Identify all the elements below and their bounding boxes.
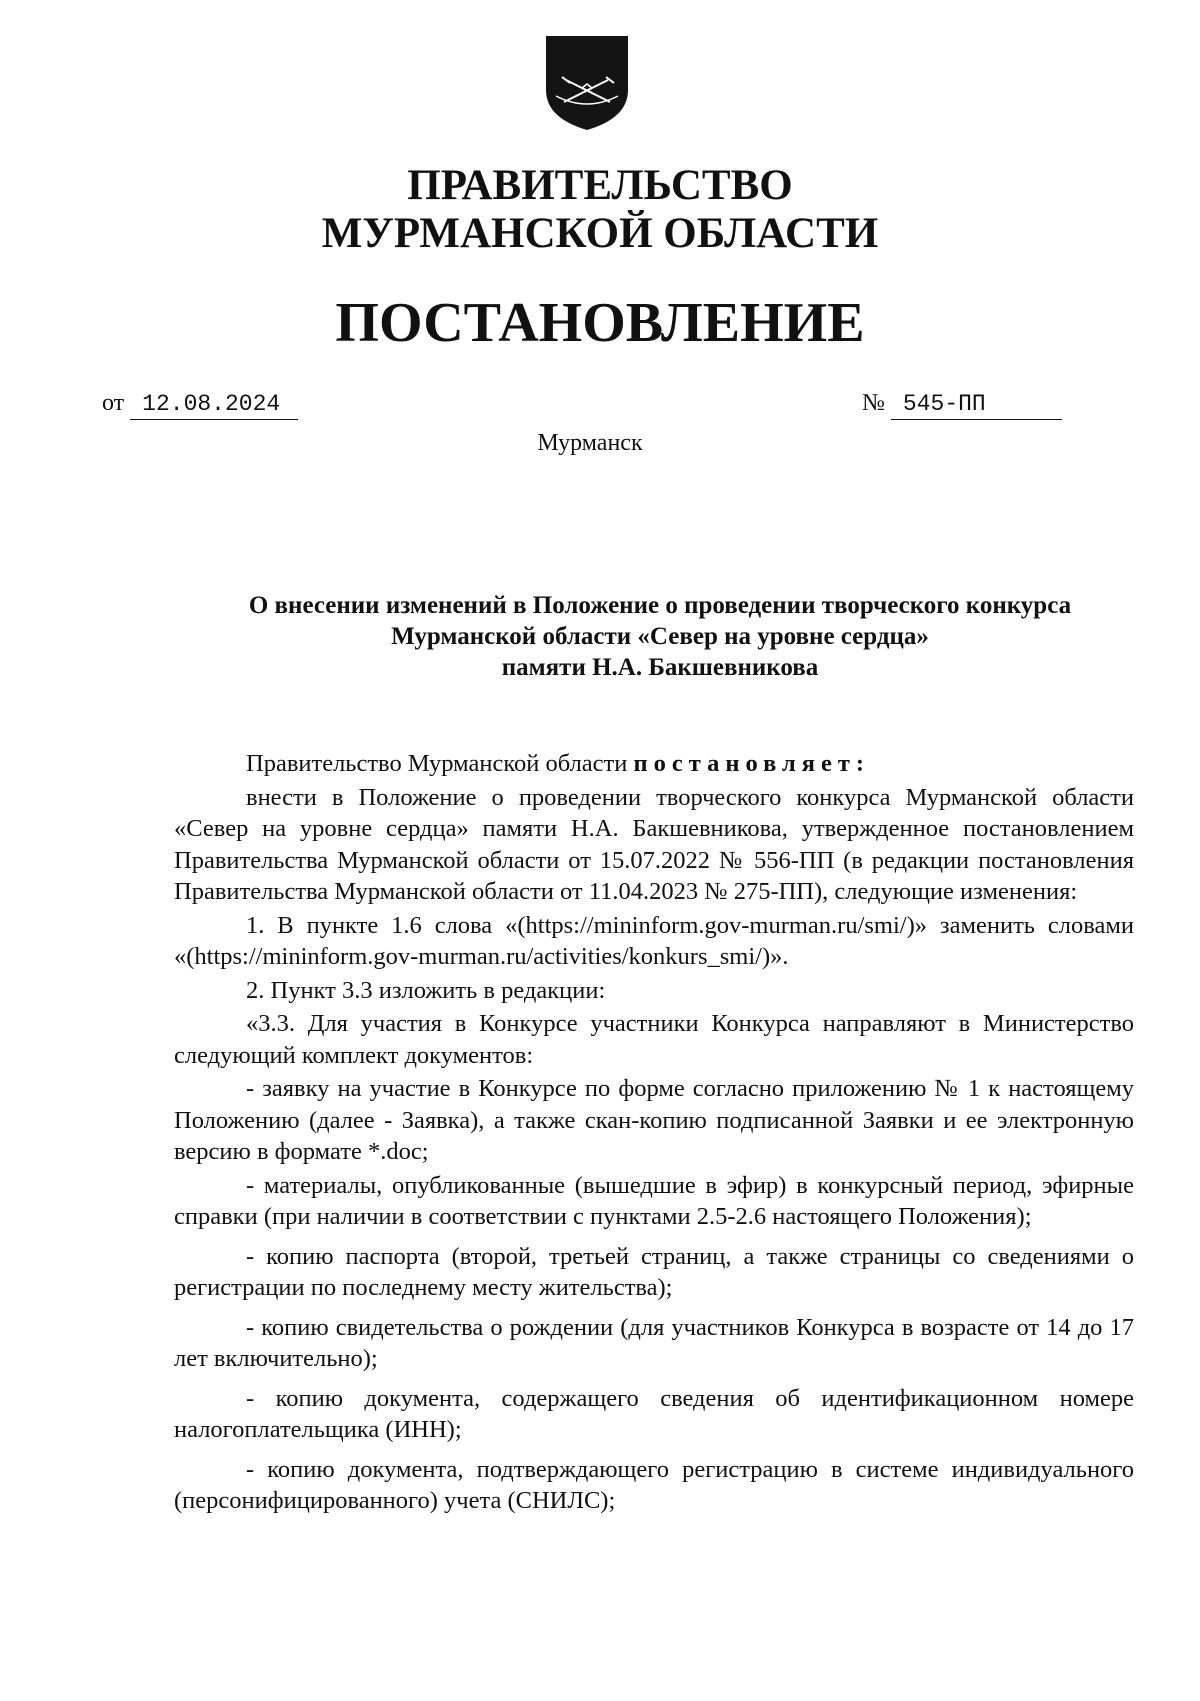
- document-subject: [170, 590, 1150, 683]
- body-paragraph: 1. В пункте 1.6 слова «(https://mininform.gov-murman.ru/smi/)» заменить словами «(https://mininform.gov-murman.ru/activities/konkurs_smi/)».: [174, 911, 1134, 970]
- body-paragraph: - материалы, опубликованные (вышедшие в эфир) в конкурсный период, эфирные справки (при наличии в соответствии с пунктами 2.5-2.6 настоящего Положения);: [174, 1171, 1134, 1230]
- government-title-line2: МУРМАНСКОЙ ОБЛАСТИ: [321, 210, 879, 257]
- body-paragraph: «3.3. Для участия в Конкурсе участники Конкурса направляют в Министерство следующий комплект документов:: [174, 1010, 1134, 1069]
- date-value: 12.08.2024: [130, 389, 298, 420]
- intro-text: Правительство Мурманской области: [246, 750, 634, 777]
- city-name: Мурманск: [537, 430, 643, 456]
- government-title-line1: ПРАВИТЕЛЬСТВО: [407, 162, 793, 209]
- number-value: 545-ПП: [891, 389, 1062, 420]
- date-prefix: от: [102, 390, 125, 416]
- subject-line: Мурманской области «Север на уровне сердца»: [391, 623, 929, 650]
- document-date: [102, 388, 298, 420]
- document-body: [174, 748, 1134, 1519]
- body-paragraph: - копию свидетельства о рождении (для участников Конкурса в возрасте от 14 до 17 лет включительно);: [174, 1313, 1134, 1372]
- number-prefix: №: [862, 390, 885, 416]
- body-paragraph: 2. Пункт 3.3 изложить в редакции:: [246, 976, 606, 1004]
- body-paragraph: - копию паспорта (второй, третьей страниц, а также страницы со сведениями о регистрации по последнему месту жительства);: [174, 1242, 1134, 1301]
- body-paragraph: - заявку на участие в Конкурсе по форме согласно приложению № 1 к настоящему Положению (далее - Заявка), а также скан-копию подписанной Заявки и ее электронную версию в формате *.doc;: [174, 1075, 1134, 1165]
- body-paragraph: - копию документа, подтверждающего регистрацию в системе индивидуального (персонифицированного) учета (СНИЛС);: [174, 1455, 1134, 1514]
- body-paragraph: - копию документа, содержащего сведения об идентификационном номере налогоплательщика (ИНН);: [174, 1384, 1134, 1443]
- subject-line: памяти Н.А. Бакшевникова: [501, 654, 819, 681]
- coat-of-arms-icon: [542, 32, 632, 132]
- body-paragraph: внести в Положение о проведении творческого конкурса Мурманской области «Север на уровне сердца» памяти Н.А. Бакшевникова, утвержденное постановлением Правительства Мурманской области от 15.07.2022 № 556-ПП (в редакции постановления Правительства Мурманской области от 11.04.2023 № 275-ПП), следующие изменения:: [174, 783, 1134, 905]
- document-type-title: ПОСТАНОВЛЕНИЕ: [335, 292, 865, 354]
- document-number: [862, 388, 1062, 420]
- intro-paragraph: [174, 748, 1134, 780]
- intro-resolves: постановляет:: [633, 750, 871, 777]
- subject-line: О внесении изменений в Положение о проведении творческого конкурса: [248, 592, 1072, 619]
